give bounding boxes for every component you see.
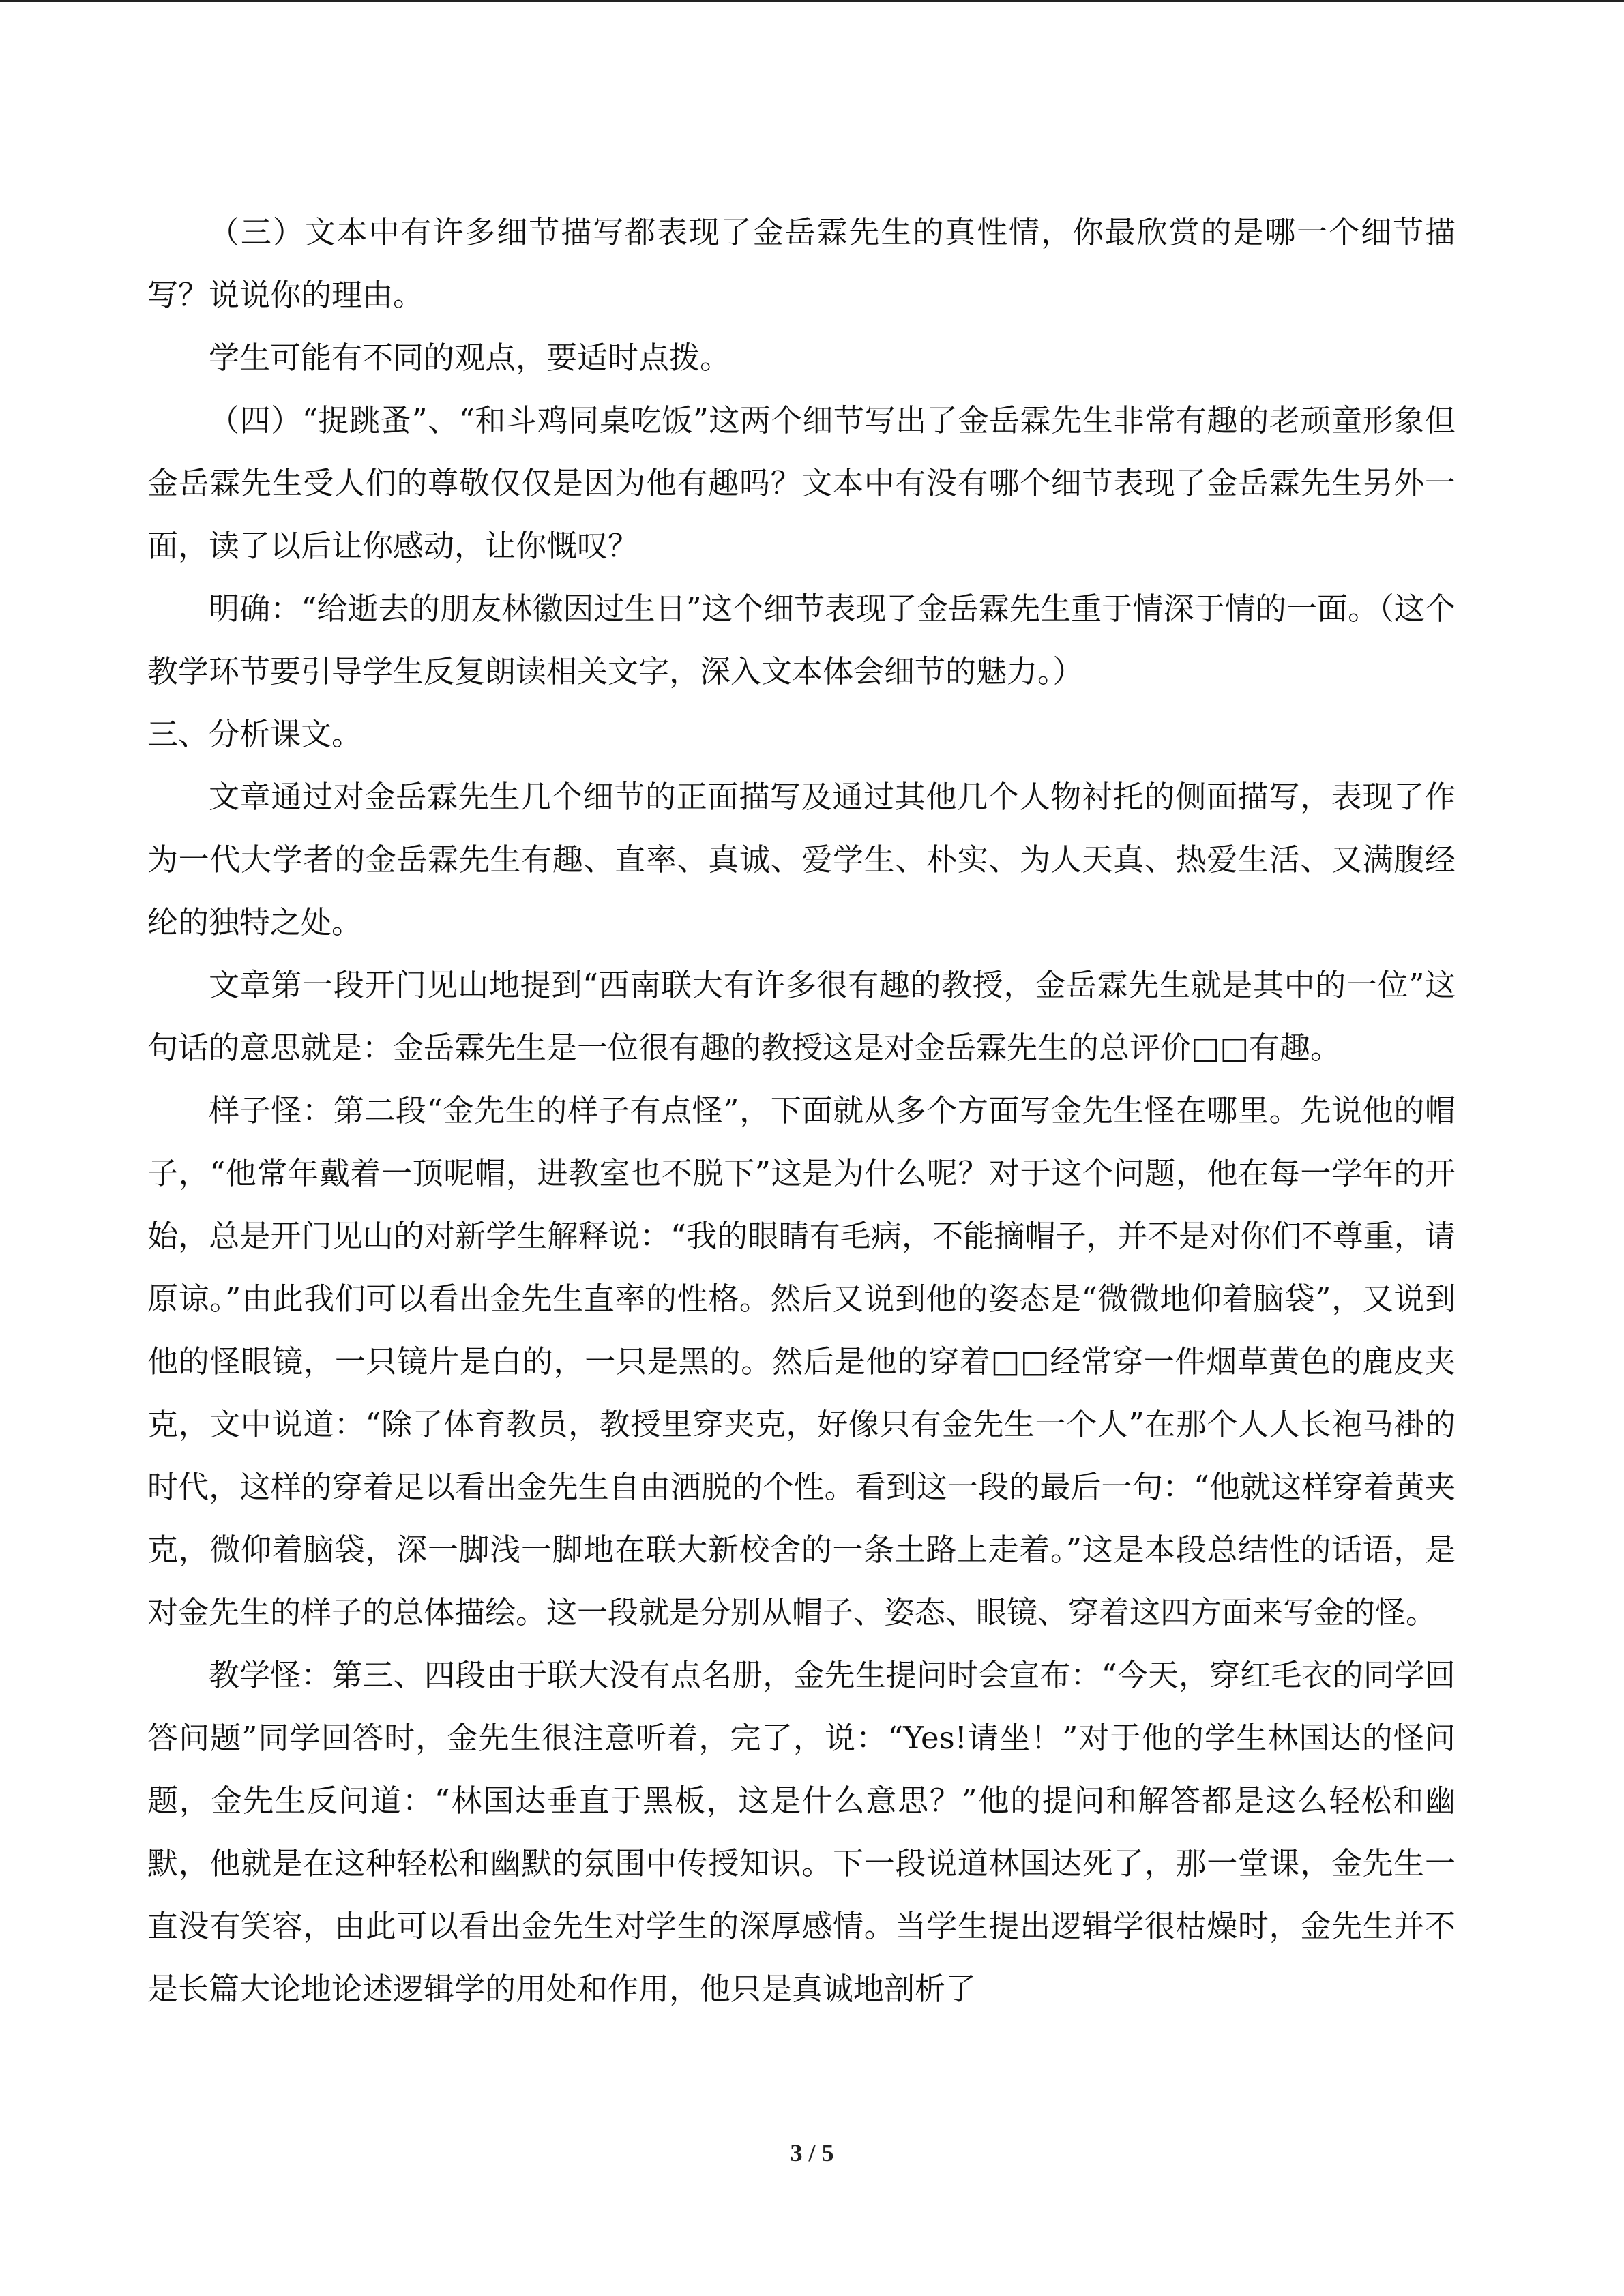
paragraph-student-views: 学生可能有不同的观点，要适时点拨。 — [209, 340, 731, 376]
paragraph-question-four: （四）“捉跳蚤”、“和斗鸡同桌吃饭”这两个细节写出了金岳霖先生非常有趣的老顽童形象但金岳霖先生受人们的尊敬仅仅是因为他有趣吗？文本中有没有哪个细节表现了金岳霖先生另外一面，读了以后让你感动，让你慨叹？ — [147, 402, 1456, 564]
paragraph-teaching: 教学怪：第三、四段由于联大没有点名册，金先生提问时会宣布：“今天，穿红毛衣的同学回答问题”同学回答时，金先生很注意听着，完了，说：“Yes!请坐！”对于他的学生林国达的怪问题，金先生反问道：“林国达垂直于黑板，这是什么意思？”他的提问和解答都是这么轻松和幽默，他就是在这种轻松和幽默的氛围中传授知识。下一段说道林国达死了，那一堂课，金先生一直没有笑容，由此可以看出金先生对学生的深厚感情。当学生提出逻辑学很枯燥时，金先生并不是长篇大论地论述逻辑学的用处和作用，他只是真诚地剖析了 — [147, 1657, 1456, 2007]
page-number: 3 / 5 — [790, 2139, 834, 2166]
paragraph-first-section: 文章第一段开门见山地提到“西南联大有许多很有趣的教授，金岳霖先生就是其中的一位”这句话的意思就是：金岳霖先生是一位很有趣的教授这是对金岳霖先生的总评价□□有趣。 — [147, 967, 1456, 1066]
paragraph-clarification: 明确：“给逝去的朋友林徽因过生日”这个细节表现了金岳霖先生重于情深于情的一面。（这个教学环节要引导学生反复朗读相关文字，深入文本体会细节的魅力。） — [147, 591, 1456, 689]
paragraph-summary: 文章通过对金岳霖先生几个细节的正面描写及通过其他几个人物衬托的侧面描写，表现了作为一代大学者的金岳霖先生有趣、直率、真诚、爱学生、朴实、为人天真、热爱生活、又满腹经纶的独特之处。 — [147, 779, 1456, 940]
top-border-line — [0, 0, 1624, 2]
paragraph-question-three: （三）文本中有许多细节描写都表现了金岳霖先生的真性情，你最欣赏的是哪一个细节描写？说说你的理由。 — [147, 214, 1456, 313]
section-heading-analysis: 三、分析课文。 — [147, 716, 363, 752]
document-body — [147, 201, 1456, 2021]
paragraph-appearance: 样子怪：第二段“金先生的样子有点怪”，下面就从多个方面写金先生怪在哪里。先说他的帽子，“他常年戴着一顶呢帽，进教室也不脱下”这是为什么呢？对于这个问题，他在每一学年的开始，总是开门见山的对新学生解释说：“我的眼睛有毛病，不能摘帽子，并不是对你们不尊重，请原谅。”由此我们可以看出金先生直率的性格。然后又说到他的姿态是“微微地仰着脑袋”，又说到他的怪眼镜，一只镜片是白的，一只是黑的。然后是他的穿着□□经常穿一件烟草黄色的鹿皮夹克，文中说道：“除了体育教员，教授里穿夹克，好像只有金先生一个人”在那个人人长袍马褂的时代，这样的穿着足以看出金先生自由洒脱的个性。看到这一段的最后一句：“他就这样穿着黄夹克，微仰着脑袋，深一脚浅一脚地在联大新校舍的一条土路上走着。”这是本段总结性的话语，是对金先生的样子的总体描绘。这一段就是分别从帽子、姿态、眼镜、穿着这四方面来写金的怪。 — [147, 1092, 1456, 1630]
